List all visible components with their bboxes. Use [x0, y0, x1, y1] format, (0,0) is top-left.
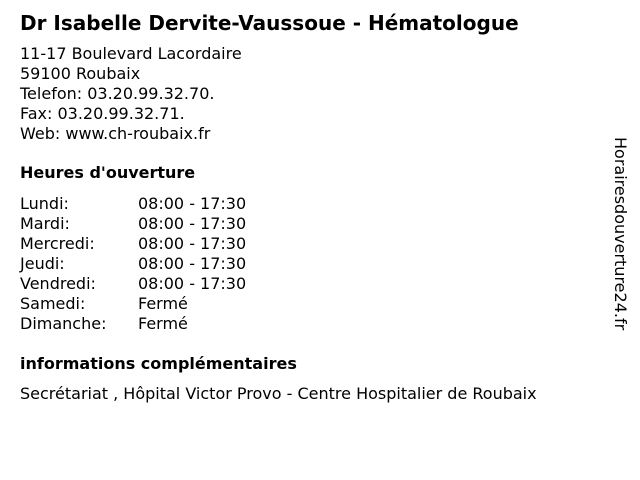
street-address: 11-17 Boulevard Lacordaire: [20, 44, 242, 63]
day-label: Mardi:: [20, 214, 70, 233]
time-value: 08:00 - 17:30: [138, 234, 247, 253]
fax-number: Fax: 03.20.99.32.71.: [20, 104, 185, 123]
time-value: Fermé: [138, 314, 188, 333]
day-label: Vendredi:: [20, 274, 96, 293]
opening-hours-heading: Heures d'ouverture: [20, 163, 196, 182]
time-value: 08:00 - 17:30: [138, 214, 247, 233]
day-label: Lundi:: [20, 194, 69, 213]
additional-info-heading: informations complémentaires: [20, 354, 297, 373]
address-block: [20, 44, 242, 144]
page-title: Dr Isabelle Dervite-Vaussoue - Hématologue: [20, 11, 519, 35]
website: Web: www.ch-roubaix.fr: [20, 124, 211, 143]
day-label: Mercredi:: [20, 234, 95, 253]
time-value: 08:00 - 17:30: [138, 194, 247, 213]
day-label: Samedi:: [20, 294, 86, 313]
day-label: Jeudi:: [20, 254, 65, 273]
phone-number: Telefon: 03.20.99.32.70.: [20, 84, 215, 103]
time-value: 08:00 - 17:30: [138, 254, 247, 273]
time-value: Fermé: [138, 294, 188, 313]
time-value: 08:00 - 17:30: [138, 274, 247, 293]
additional-info-text: Secrétariat , Hôpital Victor Provo - Centre Hospitalier de Roubaix: [20, 384, 537, 403]
city: 59100 Roubaix: [20, 64, 141, 83]
site-watermark: Horairesdouverture24.fr: [611, 137, 630, 331]
day-label: Dimanche:: [20, 314, 107, 333]
